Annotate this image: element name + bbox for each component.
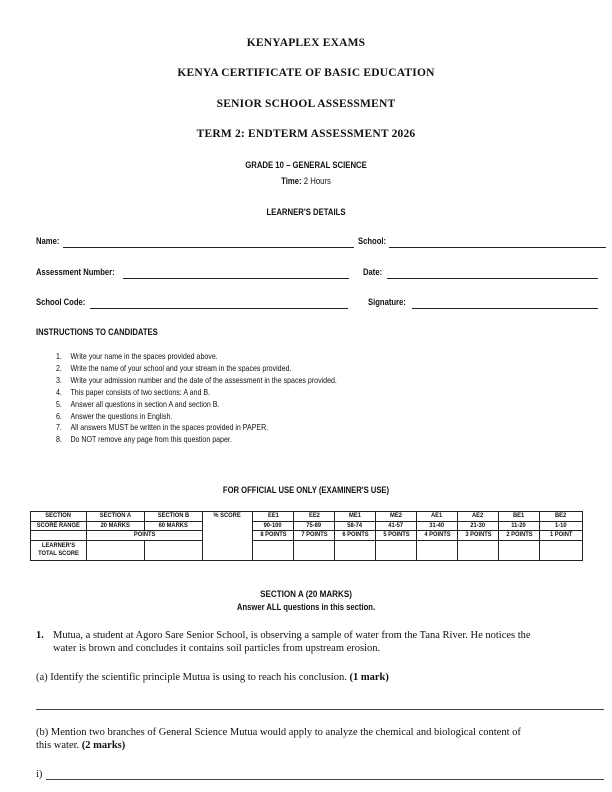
school-code-input-line[interactable] <box>90 308 348 309</box>
answer-i-label: i) <box>36 769 43 780</box>
level-points-cell: 4 POINTS <box>417 531 458 541</box>
section-a-title: SECTION A (20 MARKS) <box>260 589 352 600</box>
level-range-cell: 41-57 <box>376 521 417 531</box>
details-row-3 <box>36 297 606 309</box>
instruction-text: Answer the questions in English. <box>70 410 173 421</box>
level-score-cell[interactable] <box>376 540 417 560</box>
instructions-list <box>56 351 386 446</box>
level-points-cell: 1 POINT <box>540 531 583 541</box>
answer-i-line[interactable] <box>46 779 604 780</box>
level-code-cell: BE2 <box>540 512 583 522</box>
learner-total-score-header: LEARNER'S TOTAL SCORE <box>31 540 87 560</box>
grade-subject: GRADE 10 – GENERAL SCIENCE <box>245 160 367 170</box>
instruction-number: 3. <box>56 374 62 385</box>
part-b-text: this water. <box>36 740 80 751</box>
section-a-score-cell[interactable] <box>87 540 145 560</box>
level-code-cell: EE1 <box>253 512 294 522</box>
level-score-cell[interactable] <box>499 540 540 560</box>
level-code-cell: ME2 <box>376 512 417 522</box>
section-b-score-cell[interactable] <box>145 540 203 560</box>
level-score-cell[interactable] <box>294 540 335 560</box>
date-label: Date: <box>363 267 383 277</box>
exam-body-title: KENYAPLEX EXAMS <box>246 37 366 49</box>
part-b-marks: (2 marks) <box>81 740 126 751</box>
question-number: 1. <box>36 630 44 641</box>
table-row <box>31 512 583 522</box>
level-points-cell: 2 POINTS <box>499 531 540 541</box>
level-score-cell[interactable] <box>417 540 458 560</box>
instructions-title: INSTRUCTIONS TO CANDIDATES <box>36 327 158 337</box>
score-table <box>30 511 583 561</box>
instruction-item <box>56 434 337 446</box>
instruction-number: 1. <box>56 351 62 361</box>
instruction-text: Write your admission number and the date of the assessment in the spaces provided. <box>70 374 337 385</box>
school-code-label: School Code: <box>36 297 86 307</box>
level-score-cell[interactable] <box>540 540 583 560</box>
instruction-text: Do NOT remove any page from this question paper. <box>70 434 232 445</box>
level-range-cell: 90-100 <box>253 521 294 531</box>
instruction-item <box>56 351 337 363</box>
term-title: TERM 2: ENDTERM ASSESSMENT 2026 <box>196 128 416 140</box>
instruction-text: This paper consists of two sections: A and B. <box>70 386 211 397</box>
level-range-cell: 1-10 <box>540 521 583 531</box>
instruction-number: 5. <box>56 398 62 409</box>
level-points-cell: 6 POINTS <box>335 531 376 541</box>
instruction-number: 4. <box>56 386 62 397</box>
exam-time <box>43 176 569 186</box>
score-range-header: SCORE RANGE <box>31 521 87 531</box>
level-code-cell: AE2 <box>458 512 499 522</box>
table-row <box>31 521 583 531</box>
name-input-line[interactable] <box>63 247 354 248</box>
assessment-number-label: Assessment Number: <box>36 267 115 277</box>
points-header-spacer <box>31 531 87 541</box>
name-label: Name: <box>36 236 60 246</box>
date-field[interactable] <box>363 267 598 279</box>
instruction-number: 6. <box>56 410 62 421</box>
section-a-header: SECTION A <box>87 512 145 522</box>
level-code-cell: ME1 <box>335 512 376 522</box>
school-code-field[interactable] <box>36 297 348 309</box>
school-label: School: <box>358 236 387 246</box>
time-value: 2 Hours <box>303 176 331 186</box>
instruction-number: 2. <box>56 362 62 373</box>
question-stem-line-2: water is brown and concludes it contains soil particles from upstream erosion. <box>53 643 381 654</box>
instruction-item <box>56 387 337 399</box>
section-b-marks: 60 MARKS <box>145 521 203 531</box>
table-row <box>31 540 583 560</box>
question-part-b-line-2 <box>36 740 125 753</box>
signature-input-line[interactable] <box>412 308 598 309</box>
level-range-cell: 75-89 <box>294 521 335 531</box>
assessment-number-input-line[interactable] <box>123 278 349 279</box>
level-points-cell: 3 POINTS <box>458 531 499 541</box>
level-score-cell[interactable] <box>458 540 499 560</box>
part-a-marks: (1 mark) <box>349 672 389 683</box>
level-points-cell: 8 POINTS <box>253 531 294 541</box>
level-code-cell: BE1 <box>499 512 540 522</box>
instruction-item <box>56 363 337 375</box>
instruction-item <box>56 399 337 411</box>
assessment-number-field[interactable] <box>36 267 349 279</box>
level-score-cell[interactable] <box>253 540 294 560</box>
official-use-title: FOR OFFICIAL USE ONLY (EXAMINER'S USE) <box>222 485 390 495</box>
instruction-item <box>56 375 337 387</box>
instruction-text: Write the name of your school and your stream in the spaces provided. <box>70 362 292 373</box>
section-b-header: SECTION B <box>145 512 203 522</box>
instruction-number: 8. <box>56 434 62 445</box>
instruction-item <box>56 411 337 423</box>
percent-score-header[interactable]: % SCORE <box>203 512 253 561</box>
level-code-cell: EE2 <box>294 512 335 522</box>
points-header: POINTS <box>87 531 203 541</box>
certificate-title: KENYA CERTIFICATE OF BASIC EDUCATION <box>177 67 435 79</box>
instruction-text: All answers MUST be written in the spaces provided in PAPER. <box>70 422 269 433</box>
instruction-text: Answer all questions in section A and section B. <box>70 398 220 409</box>
time-label: Time: <box>281 176 302 186</box>
level-points-cell: 7 POINTS <box>294 531 335 541</box>
instruction-number: 7. <box>56 422 62 433</box>
question-stem-line-1: Mutua, a student at Agoro Sare Senior School, is observing a sample of water from the Tana River. He notices the <box>53 630 531 641</box>
level-range-cell: 21-30 <box>458 521 499 531</box>
section-a-instruction: Answer ALL questions in this section. <box>236 602 376 612</box>
section-a-marks: 20 MARKS <box>87 521 145 531</box>
details-row-2 <box>36 267 606 279</box>
level-points-cell: 5 POINTS <box>376 531 417 541</box>
part-a-text: (a) Identify the scientific principle Mutua is using to reach his conclusion. <box>36 672 347 683</box>
table-row <box>31 531 583 541</box>
signature-field[interactable] <box>368 297 598 309</box>
date-input-line[interactable] <box>387 278 598 279</box>
level-score-cell[interactable] <box>335 540 376 560</box>
level-range-cell: 11-20 <box>499 521 540 531</box>
details-row-1 <box>36 236 606 248</box>
learner-details-title: LEARNER'S DETAILS <box>266 207 346 217</box>
section-header: SECTION <box>31 512 87 522</box>
name-field[interactable] <box>36 236 354 248</box>
part-a-answer-line[interactable] <box>36 709 604 710</box>
signature-label: Signature: <box>368 297 406 307</box>
assessment-title: SENIOR SCHOOL ASSESSMENT <box>216 98 396 110</box>
school-field[interactable] <box>358 236 606 248</box>
instruction-item <box>56 422 337 434</box>
level-range-cell: 58-74 <box>335 521 376 531</box>
level-code-cell: AE1 <box>417 512 458 522</box>
school-input-line[interactable] <box>389 247 606 248</box>
level-range-cell: 31-40 <box>417 521 458 531</box>
question-part-b-line-1: (b) Mention two branches of General Science Mutua would apply to analyze the chemical and biological content of <box>36 727 521 738</box>
question-part-a <box>36 672 389 685</box>
instruction-text: Write your name in the spaces provided above. <box>70 351 218 361</box>
